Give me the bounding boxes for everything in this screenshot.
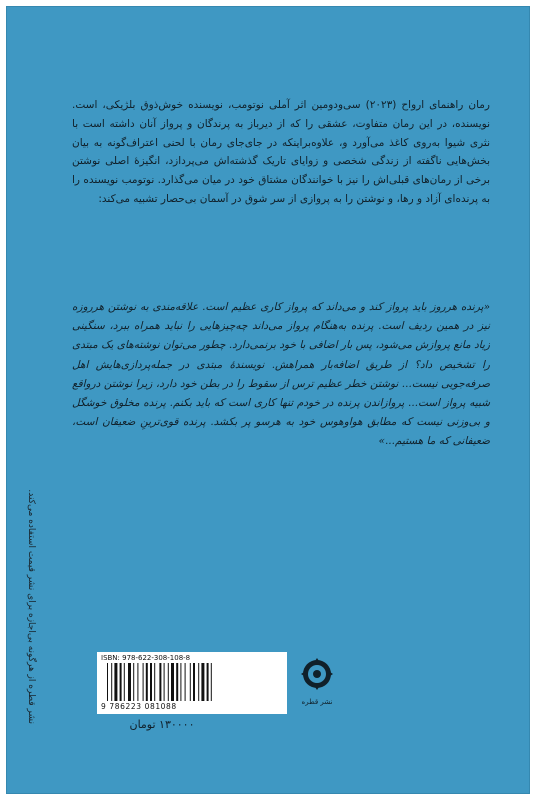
synopsis-paragraph: رمان راهنمای ارواح (۲۰۲۳) سی‌ودومین اثر آملی نوتومب، نویسنده خوش‌ذوق بلژیکی، است. نویسنده، در این رمان متفاوت، عشقی را که از دیرباز به پرندگان و پرواز آنان داشته است با نثری شیوا به‌روی کاغذ می‌آورد و، علاوه‌براینکه در جای‌جای رمان با لحنی اعتراف‌گونه به بیان بخش‌هایی ناگفته از زندگی شخصی و زوایای تاریک گذشته‌اش می‌پردازد، انگیزهٔ اصلی نوشتن برخی از رمان‌های قبلی‌اش را نیز با خوانندگان مشتاق خود در میان می‌گذارد. نوتومب نویسنده را به پرنده‌ای آزاد و رها، و نوشتن را به پروازی از سر شوق در آسمان بی‌حصار تشبیه می‌کند: bbox=[72, 99, 490, 205]
publisher-logo-icon bbox=[292, 652, 342, 698]
barcode-icon bbox=[105, 663, 283, 703]
back-cover bbox=[6, 6, 530, 794]
copyright-side-note: نشر قطره از هرگونه بی‌اجازه برای نشر قیمت استفاده می‌کند. bbox=[26, 489, 36, 724]
quote-paragraph: «پرنده هرروز باید پرواز کند و می‌داند که پرواز کاری عظیم است. علاقه‌مندی به نوشتن هرروزه نیز در همین ردیف است. پرنده به‌هنگام پرواز می‌داند چه‌چیزهایی را نباید همراه ببرد، سنگینی زیاد مانع پروازش می‌شود، پس بار اضافی با خود برنمی‌دارد. چطور می‌توان نوشته‌های یک مبتدی را تشخیص داد؟ از طریق اضافه‌بار همراهش. نویسندهٔ مبتدی در جمله‌پردازی‌هایش اهل صرفه‌جویی نیست... نوشتن خطر عظیم ترس از سقوط را در بطن خود دارد، زیرا نوشتن درواقع شبیه پرواز است... پروازاندن پرنده در خودم تنها کاری است که باید بکنم. پرنده مخلوق خوشگل و بی‌وزنی نیست که مطابق هوا‌وهوس خود به هرسو پر بکشد. پرنده قوی‌ترینِ ضعیفان است، ضعیفانی که ما هستیم...» bbox=[72, 301, 490, 448]
barcode-number: 9 786223 081088 bbox=[101, 702, 177, 711]
isbn-barcode bbox=[97, 652, 287, 714]
publisher-name: نشر قطره bbox=[301, 698, 333, 706]
price-label: ۱۳۰۰۰۰ تومان bbox=[129, 718, 195, 731]
isbn-label: ISBN: 978-622-308-108-8 bbox=[101, 654, 191, 662]
publisher-logo bbox=[292, 652, 342, 714]
